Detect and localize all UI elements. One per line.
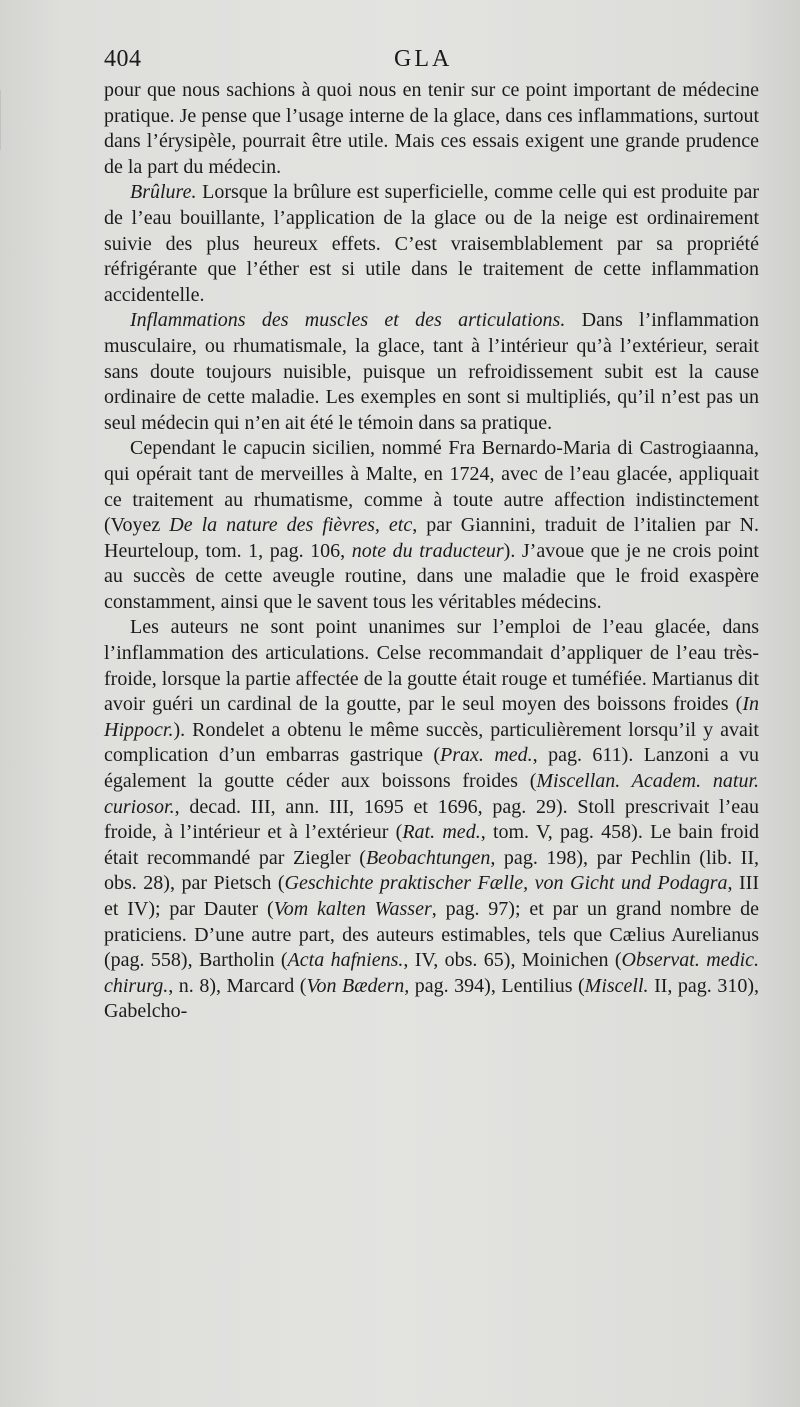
italic-text: Rat. med. (402, 821, 481, 844)
paragraph (104, 78, 759, 180)
text-run: , par Giannini, traduit de l’italien par N. Heurteloup, tom. 1, pag. 106, (104, 514, 760, 562)
italic-text: De la nature des fièvres, etc (169, 514, 413, 537)
text-run: , tom. V, pag. 458). Le bain froid était recommandé par Ziegler ( (104, 821, 759, 869)
italic-text: Inflammations des muscles et des articulations. (130, 309, 566, 332)
text-run: ). Rondelet a obtenu le même succès, particulièrement lorsqu’il y avait complication d’un embarras gastrique ( (104, 718, 759, 767)
italic-text: Von Bædern, (306, 974, 410, 997)
text-run: , pag. 97); et par un grand nombre de praticiens. D’une autre part, des auteurs estimables, tels que Cælius Aurelianus (pag. 558), Bartholin ( (104, 898, 759, 972)
text-run: ). J’avoue que je ne crois point au succès de cette aveugle routine, dans une maladie que le froid exaspère constamment, ainsi que le savent tous les véritables médecins. (104, 539, 759, 613)
running-head: GLA (394, 46, 453, 72)
italic-text: Miscellan. Academ. natur. curiosor. (104, 770, 760, 818)
italic-text: Acta hafniens. (287, 949, 404, 972)
italic-text: Beobachtungen, (365, 846, 496, 869)
text-run: pour que nous sachions à quoi nous en tenir sur ce point important de médecine pratique. Je pense que l’usage interne de la glace, dans ces inflammations, surtout dans l’érysipèle, pourrait être utile. Mais ces essais exigent une grande prudence de la part du médecin. (104, 79, 759, 178)
text-run: Cependant le capucin sicilien, nommé Fra Bernardo-Maria di Castrogiaanna, qui opérait tant de merveilles à Malte, en 1724, avec de l’eau glacée, appliquait ce traitement au rhumatisme, comme à toute autre affection indistinctement (Voyez (104, 437, 759, 537)
text-run: II, pag. 310), Gabelcho- (104, 974, 760, 1023)
paragraph (104, 308, 759, 436)
paragraph (104, 436, 759, 615)
italic-text: Miscell. (584, 974, 649, 997)
italic-text: In Hippocr. (104, 693, 759, 741)
paragraph (104, 180, 759, 308)
text-run: , pag. 611). Lanzoni a vu également la goutte céder aux boissons froides ( (104, 744, 759, 793)
italic-text: Geschichte praktischer Fælle, von Gicht und Podagra (284, 872, 728, 895)
text-run: pag. 394), Lentilius ( (409, 974, 585, 997)
text-run: , decad. III, ann. III, 1695 et 1696, pag. 29). Stoll prescrivait l’eau froide, à l’intérieur et à l’extérieur ( (104, 795, 759, 844)
italic-text: Prax. med. (440, 744, 533, 767)
text-run: pag. 198), par Pechlin (lib. II, obs. 28), par Pietsch ( (104, 846, 759, 895)
body-text (104, 78, 759, 1025)
italic-text: Brûlure. (130, 181, 197, 204)
text-run: , III et IV); par Dauter ( (104, 872, 759, 920)
page-header (104, 46, 759, 78)
italic-text: Vom kalten Wasser (273, 898, 432, 920)
paragraph (104, 615, 759, 1025)
page-number: 404 (104, 46, 142, 72)
page-fold-shadow (0, 90, 13, 150)
text-run: , IV, obs. 65), Moinichen ( (403, 949, 622, 972)
text-run: , n. 8), Marcard ( (168, 974, 307, 997)
text-run: Les auteurs ne sont point unanimes sur l’emploi de l’eau glacée, dans l’inflammation des articulations. Celse recommandait d’appliquer de l’eau très-froide, lorsque la partie affectée de la goutte était rouge et tuméfiée. Martianus dit avoir guéri un cardinal de la goutte, par le seul moyen des boissons froides ( (104, 616, 759, 716)
text-run: Dans l’inflammation musculaire, ou rhumatismale, la glace, tant à l’intérieur qu’à l’extérieur, serait sans doute toujours nuisible, puisque un refroidissement subit est la cause ordinaire de cette maladie. Les exemples en sont si multipliés, qu’il n’est pas un seul médecin qui n’en ait été le témoin dans sa pratique. (104, 309, 760, 434)
text-run: Lorsque la brûlure est superficielle, comme celle qui est produite par de l’eau bouillante, l’application de la glace ou de la neige est ordinairement suivie des plus heureux effets. C’est vraisemblablement par sa propriété réfrigérante que l’éther est si utile dans le traitement de cette inflammation accidentelle. (104, 181, 759, 306)
italic-text: note du traducteur (351, 539, 504, 562)
italic-text: Observat. medic. chirurg. (104, 949, 760, 997)
